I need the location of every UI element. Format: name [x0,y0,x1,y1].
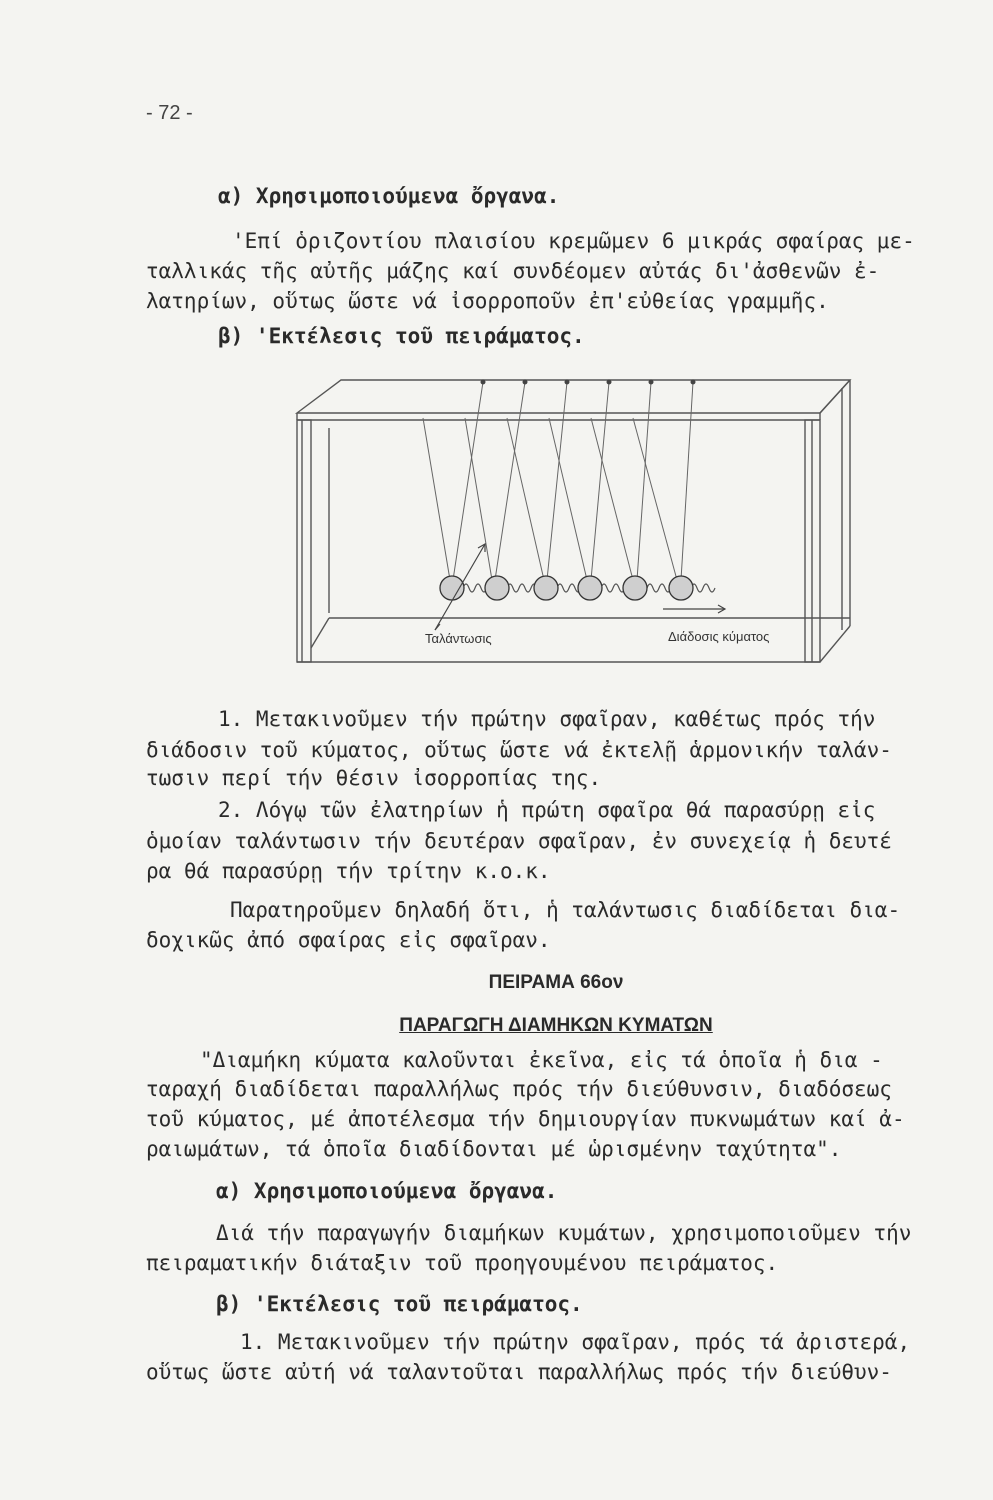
frame-top [297,380,850,413]
frame-post-left [297,420,311,662]
sphere-3 [534,576,558,600]
heading-execution: β) 'Εκτέλεσις τοῦ πειράματος. [218,324,585,348]
tools-line: Διά τήν παραγωγήν διαμήκων κυμάτων, χρησιμοποιοῦμεν τήν [216,1221,912,1245]
step-2-line: ὁμοίαν ταλάντωσιν τήν δευτέραν σφαῖραν, ἐν συνεχείᾳ ἡ δευτέ [146,829,892,853]
pendulum-apparatus-figure [285,368,860,668]
heading-instruments-2: α) Χρησιμοποιούμενα ὄργανα. [216,1179,558,1203]
definition-line: τοῦ κύματος, μέ ἀποτέλεσμα τήν δημιουργίαν πυκνωμάτων καί ἀ- [146,1107,905,1131]
step-1-line: τωσιν περί τήν θέσιν ἰσορροπίας της. [146,766,602,790]
heading-execution-2: β) 'Εκτέλεσις τοῦ πειράματος. [216,1292,583,1316]
observation-line: Παρατηροῦμεν δηλαδή ὅτι, ἡ ταλάντωσις διαδίδεται δια- [230,898,901,922]
definition-line: ραιωμάτων, τά ὁποῖα διαδίδονται μέ ὡρισμένην ταχύτητα". [146,1137,842,1161]
heading-instruments: α) Χρησιμοποιούμενα ὄργανα. [218,184,560,208]
tools-line: πειραματικήν διάταξιν τοῦ προηγουμένου πειράματος. [146,1251,779,1275]
definition-line: "Διαμήκη κύματα καλοῦνται ἐκεῖνα, εἰς τά ὁποῖα ἡ δια - [200,1048,883,1072]
step-2-line: ρα θά παρασύρῃ τήν τρίτην κ.ο.κ. [146,859,551,883]
intro-line: 'Επί ὁριζοντίου πλαισίου κρεμῶμεν 6 μικράς σφαίρας με- [232,229,915,253]
experiment-subtitle: ΠΑΡΑΓΩΓΗ ΔΙΑΜΗΚΩΝ ΚΥΜΑΤΩΝ [399,1015,713,1036]
page-number: - 72 - [146,102,193,124]
step-1b-line: οὕτως ὥστε αὐτή νά ταλαντοῦται παραλλήλως πρός τήν διεύθυν- [146,1360,892,1384]
sphere-2 [485,576,509,600]
sphere-5 [623,576,647,600]
sphere-6 [669,576,693,600]
experiment-title: ΠΕΙΡΑΜΑ 66ον [488,972,624,993]
intro-line: λατηρίων, οὕτως ὥστε νά ἰσορροποῦν ἐπ'εὐθείας γραμμῆς. [146,289,829,313]
step-1b-line: 1. Μετακινοῦμεν τήν πρώτην σφαῖραν, πρός τά ἀριστερά, [240,1330,911,1354]
intro-line: ταλλικάς τῆς αὐτῆς μάζης καί συνδέομεν αὐτάς δι'ἀσθενῶν ἐ- [146,259,880,283]
step-1-line: διάδοσιν τοῦ κύματος, οὕτως ὥστε νά ἐκτελῇ ἁρμονικήν ταλάν- [146,738,892,762]
sphere-1 [440,576,464,600]
label-oscillation: Ταλάντωσις [425,631,492,646]
definition-line: ταραχή διαδίδεται παραλλήλως πρός τήν διεύθυνσιν, διαδόσεως [146,1077,892,1101]
label-propagation: Διάδοσις κύματος [668,629,770,644]
step-1-line: 1. Μετακινοῦμεν τήν πρώτην σφαῖραν, καθέτως πρός τήν [218,707,876,731]
sphere-4 [578,576,602,600]
step-2-line: 2. Λόγῳ τῶν ἐλατηρίων ἡ πρώτη σφαῖρα θά παρασύρῃ εἰς [218,798,876,822]
observation-line: δοχικῶς ἀπό σφαίρας εἰς σφαῖραν. [146,928,551,952]
